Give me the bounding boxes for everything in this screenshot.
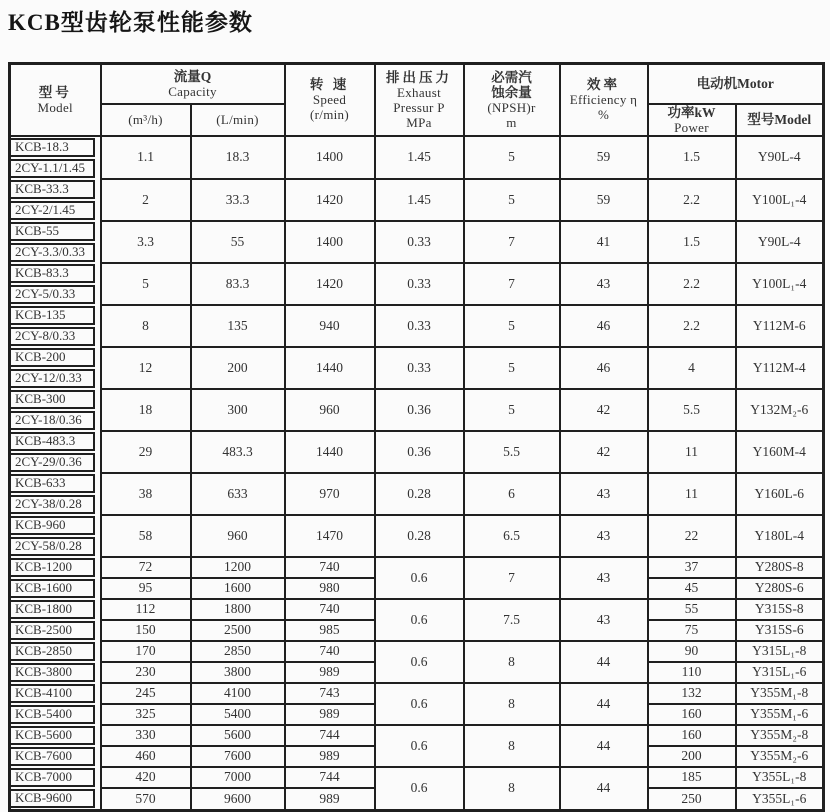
speed-cell: 989: [285, 788, 375, 811]
table-row: [10, 515, 824, 536]
header-pressure-en2: Pressur P: [393, 99, 445, 115]
pump-model-label: 2CY-38/0.28: [11, 495, 95, 514]
capacity-lmin-cell: 200: [191, 347, 285, 389]
table-row: [10, 389, 824, 410]
npsh-cell: 8: [464, 725, 560, 767]
capacity-lmin-cell: 5400: [191, 704, 285, 725]
header-capacity-lmin: [191, 104, 285, 136]
header-npsh-unit: m: [506, 114, 517, 130]
power-cell: 4: [648, 347, 736, 389]
pump-model-cell: [10, 410, 101, 431]
header-npsh-zh2: 蚀余量: [491, 84, 532, 100]
capacity-m3h-cell: 38: [101, 473, 191, 515]
motor-model-cell: Y90L-4: [736, 136, 824, 179]
header-model: [10, 64, 101, 136]
pump-model-cell: [10, 599, 101, 620]
pressure-cell: 0.36: [375, 431, 464, 473]
power-cell: 160: [648, 725, 736, 746]
table-row: [10, 725, 824, 746]
capacity-m3h-cell: 230: [101, 662, 191, 683]
header-motor-power-zh: 功率kW: [667, 104, 716, 120]
header-pressure: [375, 64, 464, 136]
header-motor-model: [736, 104, 824, 136]
motor-model-cell: Y100L₁-4: [736, 179, 824, 221]
header-model-en: Model: [37, 99, 73, 115]
capacity-lmin-cell: 9600: [191, 788, 285, 811]
pump-model-cell: [10, 620, 101, 641]
table-row: [10, 641, 824, 662]
header-motor-power: [648, 104, 736, 136]
npsh-cell: 5.5: [464, 431, 560, 473]
header-speed: [285, 64, 375, 136]
motor-model-cell: Y112M-4: [736, 347, 824, 389]
motor-model-cell: Y315S-6: [736, 620, 824, 641]
table-row: [10, 347, 824, 368]
motor-model-cell: Y315L₁-8: [736, 641, 824, 662]
capacity-m3h-cell: 325: [101, 704, 191, 725]
capacity-lmin-cell: 7600: [191, 746, 285, 767]
header-npsh-zh1: 必需汽: [491, 69, 532, 85]
npsh-cell: 7: [464, 557, 560, 599]
speed-cell: 989: [285, 746, 375, 767]
pump-model-label: KCB-9600: [11, 789, 95, 808]
speed-cell: 740: [285, 641, 375, 662]
npsh-cell: 8: [464, 767, 560, 811]
capacity-lmin-cell: 5600: [191, 725, 285, 746]
efficiency-cell: 46: [560, 347, 648, 389]
header-capacity-lmin-label: (L/min): [216, 112, 259, 127]
pump-model-cell: [10, 578, 101, 599]
header-pressure-unit: MPa: [406, 114, 432, 130]
pump-model-label: 2CY-8/0.33: [11, 327, 95, 346]
power-cell: 37: [648, 557, 736, 578]
pump-model-cell: [10, 704, 101, 725]
pump-model-cell: [10, 767, 101, 788]
capacity-m3h-cell: 3.3: [101, 221, 191, 263]
power-cell: 55: [648, 599, 736, 620]
speed-cell: 1420: [285, 263, 375, 305]
pump-model-cell: [10, 179, 101, 200]
motor-model-cell: Y355L₁-6: [736, 788, 824, 811]
power-cell: 2.2: [648, 263, 736, 305]
pump-model-label: 2CY-3.3/0.33: [11, 243, 95, 262]
capacity-m3h-cell: 112: [101, 599, 191, 620]
power-cell: 22: [648, 515, 736, 557]
capacity-m3h-cell: 1.1: [101, 136, 191, 179]
pump-model-cell: [10, 389, 101, 410]
capacity-lmin-cell: 3800: [191, 662, 285, 683]
table-row: [10, 305, 824, 326]
pressure-cell: 0.28: [375, 473, 464, 515]
capacity-lmin-cell: 960: [191, 515, 285, 557]
efficiency-cell: 43: [560, 557, 648, 599]
pressure-cell: 0.33: [375, 305, 464, 347]
pump-model-cell: [10, 368, 101, 389]
speed-cell: 989: [285, 704, 375, 725]
speed-cell: 1400: [285, 136, 375, 179]
power-cell: 5.5: [648, 389, 736, 431]
capacity-m3h-cell: 58: [101, 515, 191, 557]
capacity-lmin-cell: 2850: [191, 641, 285, 662]
header-capacity-en: Capacity: [168, 83, 217, 99]
table-row: [10, 767, 824, 788]
npsh-cell: 7: [464, 221, 560, 263]
pressure-cell: 0.6: [375, 767, 464, 811]
header-motor: [648, 64, 824, 104]
pump-model-label: 2CY-1.1/1.45: [11, 159, 95, 178]
page-title: KCB型齿轮泵性能参数: [8, 10, 253, 35]
pump-model-label: KCB-960: [11, 516, 95, 535]
header-row-1: [10, 64, 824, 104]
pump-model-cell: [10, 200, 101, 221]
pump-model-cell: [10, 536, 101, 557]
capacity-m3h-cell: 245: [101, 683, 191, 704]
speed-cell: 989: [285, 662, 375, 683]
pump-model-label: KCB-2500: [11, 621, 95, 640]
pump-model-label: KCB-200: [11, 348, 95, 367]
motor-model-cell: Y355L₁-8: [736, 767, 824, 788]
header-efficiency-zh: 效率: [587, 77, 621, 93]
pump-model-cell: [10, 473, 101, 494]
table-row: [10, 473, 824, 494]
capacity-m3h-cell: 570: [101, 788, 191, 811]
efficiency-cell: 59: [560, 136, 648, 179]
npsh-cell: 6: [464, 473, 560, 515]
speed-cell: 940: [285, 305, 375, 347]
efficiency-cell: 44: [560, 683, 648, 725]
npsh-cell: 5: [464, 179, 560, 221]
table-row: [10, 683, 824, 704]
capacity-lmin-cell: 55: [191, 221, 285, 263]
pump-model-cell: [10, 284, 101, 305]
capacity-m3h-cell: 95: [101, 578, 191, 599]
npsh-cell: 7: [464, 263, 560, 305]
speed-cell: 960: [285, 389, 375, 431]
pressure-cell: 0.6: [375, 557, 464, 599]
npsh-cell: 5: [464, 389, 560, 431]
capacity-lmin-cell: 7000: [191, 767, 285, 788]
npsh-cell: 5: [464, 305, 560, 347]
speed-cell: 743: [285, 683, 375, 704]
capacity-lmin-cell: 1200: [191, 557, 285, 578]
speed-cell: 1440: [285, 347, 375, 389]
table-row: [10, 221, 824, 242]
power-cell: 200: [648, 746, 736, 767]
capacity-m3h-cell: 18: [101, 389, 191, 431]
capacity-m3h-cell: 2: [101, 179, 191, 221]
speed-cell: 744: [285, 767, 375, 788]
capacity-lmin-cell: 1600: [191, 578, 285, 599]
power-cell: 132: [648, 683, 736, 704]
npsh-cell: 8: [464, 641, 560, 683]
pump-model-cell: [10, 136, 101, 158]
efficiency-cell: 43: [560, 599, 648, 641]
power-cell: 1.5: [648, 221, 736, 263]
power-cell: 2.2: [648, 305, 736, 347]
header-capacity-m3h-label: (m³/h): [128, 112, 163, 127]
table-row: [10, 179, 824, 200]
table-row: [10, 557, 824, 578]
capacity-lmin-cell: 2500: [191, 620, 285, 641]
header-npsh-en: (NPSH)r: [487, 99, 536, 115]
efficiency-cell: 44: [560, 725, 648, 767]
capacity-lmin-cell: 300: [191, 389, 285, 431]
table-row: [10, 263, 824, 284]
motor-model-cell: Y280S-8: [736, 557, 824, 578]
pump-model-cell: [10, 683, 101, 704]
speed-cell: 985: [285, 620, 375, 641]
pump-model-cell: [10, 263, 101, 284]
pressure-cell: 0.33: [375, 347, 464, 389]
efficiency-cell: 43: [560, 263, 648, 305]
pressure-cell: 0.6: [375, 725, 464, 767]
motor-model-cell: Y100L₁-4: [736, 263, 824, 305]
header-motor-model-label: 型号Model: [747, 112, 812, 127]
pump-model-label: KCB-33.3: [11, 180, 95, 199]
power-cell: 185: [648, 767, 736, 788]
capacity-lmin-cell: 1800: [191, 599, 285, 620]
header-speed-en: Speed: [312, 92, 347, 108]
header-motor-zh: 电动机Motor: [696, 76, 774, 92]
power-cell: 75: [648, 620, 736, 641]
header-capacity-m3h: [101, 104, 191, 136]
power-cell: 45: [648, 578, 736, 599]
capacity-lmin-cell: 4100: [191, 683, 285, 704]
pump-model-label: KCB-18.3: [11, 138, 95, 157]
capacity-lmin-cell: 483.3: [191, 431, 285, 473]
pump-model-label: KCB-1600: [11, 579, 95, 598]
motor-model-cell: Y355M₂-8: [736, 725, 824, 746]
table-body: [10, 136, 824, 811]
speed-cell: 970: [285, 473, 375, 515]
speed-cell: 740: [285, 599, 375, 620]
pump-model-cell: [10, 305, 101, 326]
motor-model-cell: Y160M-4: [736, 431, 824, 473]
pump-model-cell: [10, 221, 101, 242]
efficiency-cell: 43: [560, 515, 648, 557]
efficiency-cell: 42: [560, 389, 648, 431]
speed-cell: 1420: [285, 179, 375, 221]
pump-model-cell: [10, 662, 101, 683]
pump-model-label: KCB-83.3: [11, 264, 95, 283]
motor-model-cell: Y315S-8: [736, 599, 824, 620]
table-row: [10, 431, 824, 452]
speed-cell: 1440: [285, 431, 375, 473]
header-capacity-zh: 流量Q: [173, 68, 212, 84]
pressure-cell: 0.28: [375, 515, 464, 557]
efficiency-cell: 42: [560, 431, 648, 473]
pressure-cell: 0.36: [375, 389, 464, 431]
header-efficiency-en: Efficiency η: [569, 92, 638, 108]
pump-model-cell: [10, 494, 101, 515]
header-efficiency: [560, 64, 648, 136]
pressure-cell: 0.33: [375, 221, 464, 263]
pump-model-label: KCB-135: [11, 306, 95, 325]
pump-performance-table: [8, 62, 825, 812]
power-cell: 90: [648, 641, 736, 662]
speed-cell: 744: [285, 725, 375, 746]
pump-model-cell: [10, 725, 101, 746]
npsh-cell: 5: [464, 347, 560, 389]
capacity-m3h-cell: 5: [101, 263, 191, 305]
pump-model-cell: [10, 641, 101, 662]
capacity-m3h-cell: 150: [101, 620, 191, 641]
header-pressure-en1: Exhaust: [397, 84, 441, 100]
power-cell: 2.2: [648, 179, 736, 221]
efficiency-cell: 44: [560, 767, 648, 811]
pressure-cell: 0.6: [375, 599, 464, 641]
motor-model-cell: Y160L-6: [736, 473, 824, 515]
capacity-lmin-cell: 18.3: [191, 136, 285, 179]
pump-model-label: KCB-483.3: [11, 432, 95, 451]
speed-cell: 740: [285, 557, 375, 578]
speed-cell: 1400: [285, 221, 375, 263]
npsh-cell: 8: [464, 683, 560, 725]
table-row: [10, 136, 824, 158]
motor-model-cell: Y90L-4: [736, 221, 824, 263]
pressure-cell: 1.45: [375, 136, 464, 179]
motor-model-cell: Y112M-6: [736, 305, 824, 347]
pump-model-label: 2CY-58/0.28: [11, 537, 95, 556]
pump-model-label: KCB-7600: [11, 747, 95, 766]
power-cell: 250: [648, 788, 736, 811]
pressure-cell: 0.6: [375, 683, 464, 725]
pump-model-label: KCB-1200: [11, 558, 95, 577]
header-efficiency-unit: %: [597, 107, 610, 123]
pump-model-cell: [10, 347, 101, 368]
power-cell: 11: [648, 431, 736, 473]
pump-model-label: KCB-7000: [11, 768, 95, 787]
power-cell: 1.5: [648, 136, 736, 179]
capacity-m3h-cell: 420: [101, 767, 191, 788]
pump-model-label: 2CY-12/0.33: [11, 369, 95, 388]
power-cell: 110: [648, 662, 736, 683]
npsh-cell: 7.5: [464, 599, 560, 641]
pump-model-label: 2CY-18/0.36: [11, 411, 95, 430]
pump-model-label: 2CY-5/0.33: [11, 285, 95, 304]
pump-model-cell: [10, 557, 101, 578]
header-model-zh: 型号: [38, 84, 72, 100]
pump-model-label: 2CY-29/0.36: [11, 453, 95, 472]
capacity-m3h-cell: 170: [101, 641, 191, 662]
power-cell: 160: [648, 704, 736, 725]
speed-cell: 980: [285, 578, 375, 599]
efficiency-cell: 59: [560, 179, 648, 221]
capacity-m3h-cell: 460: [101, 746, 191, 767]
pump-model-cell: [10, 326, 101, 347]
pump-model-cell: [10, 746, 101, 767]
pump-model-cell: [10, 452, 101, 473]
pump-model-cell: [10, 431, 101, 452]
capacity-lmin-cell: 135: [191, 305, 285, 347]
capacity-m3h-cell: 8: [101, 305, 191, 347]
speed-cell: 1470: [285, 515, 375, 557]
pump-model-label: KCB-5400: [11, 705, 95, 724]
capacity-m3h-cell: 29: [101, 431, 191, 473]
capacity-lmin-cell: 33.3: [191, 179, 285, 221]
pump-model-label: KCB-300: [11, 390, 95, 409]
capacity-lmin-cell: 633: [191, 473, 285, 515]
pressure-cell: 1.45: [375, 179, 464, 221]
motor-model-cell: Y355M₂-6: [736, 746, 824, 767]
pump-model-cell: [10, 158, 101, 179]
header-speed-unit: (r/min): [310, 107, 349, 123]
efficiency-cell: 46: [560, 305, 648, 347]
capacity-m3h-cell: 72: [101, 557, 191, 578]
pump-model-cell: [10, 515, 101, 536]
npsh-cell: 5: [464, 136, 560, 179]
header-pressure-zh: 排出压力: [386, 69, 453, 85]
table-header: [10, 64, 824, 136]
npsh-cell: 6.5: [464, 515, 560, 557]
header-motor-power-en: Power: [674, 119, 709, 135]
motor-model-cell: Y132M₂-6: [736, 389, 824, 431]
motor-model-cell: Y355M₁-8: [736, 683, 824, 704]
power-cell: 11: [648, 473, 736, 515]
pump-model-label: KCB-2850: [11, 642, 95, 661]
pump-model-label: KCB-4100: [11, 684, 95, 703]
pump-model-label: KCB-1800: [11, 600, 95, 619]
pump-model-cell: [10, 242, 101, 263]
pressure-cell: 0.33: [375, 263, 464, 305]
efficiency-cell: 44: [560, 641, 648, 683]
efficiency-cell: 43: [560, 473, 648, 515]
efficiency-cell: 41: [560, 221, 648, 263]
motor-model-cell: Y315L₁-6: [736, 662, 824, 683]
motor-model-cell: Y180L-4: [736, 515, 824, 557]
pump-model-label: KCB-5600: [11, 726, 95, 745]
motor-model-cell: Y280S-6: [736, 578, 824, 599]
capacity-m3h-cell: 12: [101, 347, 191, 389]
pump-model-cell: [10, 788, 101, 811]
pump-model-label: KCB-633: [11, 474, 95, 493]
header-speed-zh: 转 速: [309, 77, 350, 93]
table-row: [10, 599, 824, 620]
capacity-m3h-cell: 330: [101, 725, 191, 746]
header-npsh: [464, 64, 560, 136]
pump-model-label: 2CY-2/1.45: [11, 201, 95, 220]
pump-model-label: KCB-55: [11, 222, 95, 241]
motor-model-cell: Y355M₁-6: [736, 704, 824, 725]
pump-model-label: KCB-3800: [11, 663, 95, 682]
capacity-lmin-cell: 83.3: [191, 263, 285, 305]
header-capacity: [101, 64, 285, 104]
pressure-cell: 0.6: [375, 641, 464, 683]
